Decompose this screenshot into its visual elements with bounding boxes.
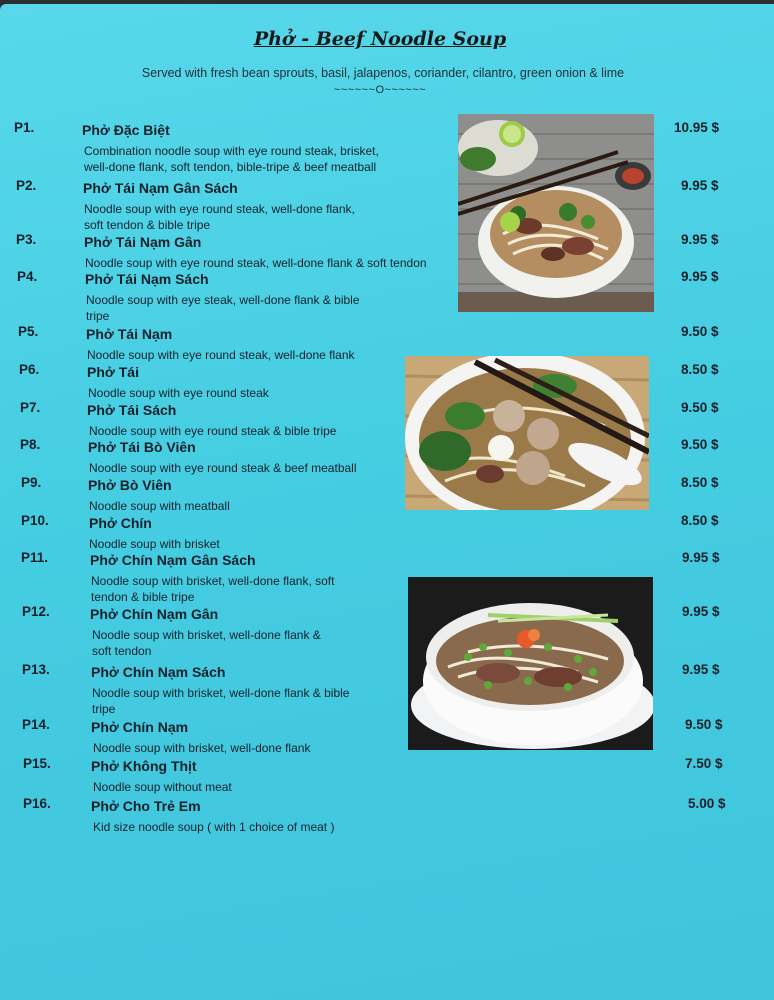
item-price: 9.95 $ <box>681 178 719 193</box>
item-price: 10.95 $ <box>674 120 720 135</box>
pho-bowl-with-chopsticks-photo <box>458 114 654 312</box>
item-code: P5. <box>18 324 39 339</box>
item-price: 8.50 $ <box>681 475 719 490</box>
item-description-line: Noodle soup with eye steak, well-done flank & bible <box>86 293 360 307</box>
item-description <box>91 573 334 605</box>
menu-item <box>0 437 774 475</box>
item-description-line: Noodle soup with eye round steak, well-done flank, <box>84 202 355 216</box>
item-code: P12. <box>22 604 50 619</box>
item-name: Phở Chín Nạm <box>91 719 189 735</box>
menu-item <box>0 178 774 232</box>
item-price: 7.50 $ <box>685 756 723 771</box>
item-description <box>84 201 355 233</box>
menu-item <box>0 362 774 400</box>
item-name: Phở Tái <box>87 364 139 380</box>
item-name: Phở Tái Sách <box>87 402 177 418</box>
item-description <box>93 740 310 756</box>
item-name: Phở Chín <box>89 515 152 531</box>
item-name: Phở Bò Viên <box>88 477 172 493</box>
menu-item <box>0 796 774 834</box>
item-description <box>89 460 357 476</box>
item-code: P9. <box>21 475 42 490</box>
item-code: P3. <box>16 232 37 247</box>
item-description-line: soft tendon <box>92 644 152 658</box>
item-description-line: Noodle soup with brisket, well-done flank & <box>92 628 321 642</box>
item-price: 9.95 $ <box>681 232 719 247</box>
item-description <box>93 779 232 795</box>
item-price: 9.95 $ <box>682 550 720 565</box>
item-price: 9.50 $ <box>681 324 719 339</box>
item-price: 8.50 $ <box>681 513 719 528</box>
menu-title: Phở - Beef Noodle Soup <box>253 28 507 50</box>
item-description-line: Noodle soup with brisket, well-done flank & bible <box>92 686 350 700</box>
item-description <box>87 347 355 363</box>
menu-item <box>0 324 774 362</box>
item-description <box>92 685 349 717</box>
menu-item <box>0 269 774 323</box>
item-name: Phở Tái Nạm Gân <box>84 234 202 250</box>
item-description <box>88 385 269 401</box>
item-description <box>86 292 360 324</box>
item-description <box>92 627 321 659</box>
item-price: 9.50 $ <box>685 717 723 732</box>
item-code: P10. <box>21 513 49 528</box>
item-description-line: Noodle soup with brisket <box>89 537 220 551</box>
item-description-line: tendon & bible tripe <box>91 590 195 604</box>
menu-item <box>0 120 774 174</box>
item-description-line: Noodle soup with eye round steak & beef meatball <box>89 461 357 475</box>
item-name: Phở Chín Nạm Gân <box>90 606 219 622</box>
menu-item <box>0 475 774 513</box>
menu-item <box>0 400 774 438</box>
menu-item <box>0 513 774 551</box>
pho-meatball-bowl-photo <box>405 356 649 510</box>
item-description-line: well-done flank, soft tendon, bible-tripe & beef meatball <box>84 160 377 174</box>
item-price: 9.95 $ <box>681 269 719 284</box>
item-code: P16. <box>23 796 51 811</box>
pho-bowl-on-plate-photo <box>408 577 653 750</box>
menu-page <box>0 4 774 1000</box>
item-description-line: Noodle soup with eye round steak, well-done flank & soft tendon <box>85 256 427 270</box>
item-name: Phở Tái Bò Viên <box>88 439 196 455</box>
menu-item <box>0 756 774 794</box>
menu-item <box>0 662 774 716</box>
item-price: 9.95 $ <box>682 662 720 677</box>
menu-subtitle: Served with fresh bean sprouts, basil, jalapenos, coriander, cilantro, green onion & lime <box>141 66 625 80</box>
item-name: Phở Cho Trẻ Em <box>91 798 201 814</box>
item-code: P14. <box>22 717 50 732</box>
item-description <box>89 498 230 514</box>
item-description-line: Noodle soup with eye round steak & bible tripe <box>89 424 337 438</box>
item-price: 5.00 $ <box>688 796 726 811</box>
item-code: P15. <box>23 756 51 771</box>
menu-item <box>0 550 774 604</box>
item-description-line: Noodle soup with brisket, well-done flank, soft <box>91 574 335 588</box>
item-code: P6. <box>19 362 40 377</box>
item-description-line: Noodle soup with brisket, well-done flank <box>93 741 311 755</box>
item-price: 9.50 $ <box>681 400 719 415</box>
item-description <box>84 143 379 175</box>
menu-divider: ~~~~~~O~~~~~~ <box>333 84 427 96</box>
menu-item <box>0 717 774 755</box>
item-name: Phở Chín Nạm Gân Sách <box>90 552 256 568</box>
item-code: P11. <box>21 550 49 565</box>
item-name: Phở Tái Nạm Gân Sách <box>83 180 238 196</box>
item-code: P13. <box>22 662 50 677</box>
item-price: 9.50 $ <box>681 437 719 452</box>
item-price: 8.50 $ <box>681 362 719 377</box>
item-description-line: Combination noodle soup with eye round steak, brisket, <box>84 144 379 158</box>
item-description-line: soft tendon & bible tripe <box>84 218 211 232</box>
item-description-line: tripe <box>86 309 110 323</box>
item-name: Phở Đặc Biệt <box>82 122 170 138</box>
item-code: P2. <box>16 178 37 193</box>
item-description-line: tripe <box>92 702 116 716</box>
item-code: P7. <box>20 400 41 415</box>
item-name: Phở Tái Nạm <box>86 326 173 342</box>
item-name: Phở Chín Nạm Sách <box>91 664 226 680</box>
item-price: 9.95 $ <box>682 604 720 619</box>
item-name: Phở Tái Nạm Sách <box>85 271 209 287</box>
menu-item <box>0 604 774 658</box>
item-description-line: Noodle soup with eye round steak, well-done flank <box>87 348 355 362</box>
item-name: Phở Không Thịt <box>91 758 197 774</box>
menu-item <box>0 232 774 270</box>
item-code: P1. <box>14 120 35 135</box>
item-description-line: Kid size noodle soup ( with 1 choice of meat ) <box>93 820 335 834</box>
item-description-line: Noodle soup with eye round steak <box>88 386 269 400</box>
item-description-line: Noodle soup with meatball <box>89 499 230 513</box>
item-code: P4. <box>17 269 38 284</box>
item-description <box>93 819 334 835</box>
item-code: P8. <box>20 437 41 452</box>
item-description-line: Noodle soup without meat <box>93 780 232 794</box>
